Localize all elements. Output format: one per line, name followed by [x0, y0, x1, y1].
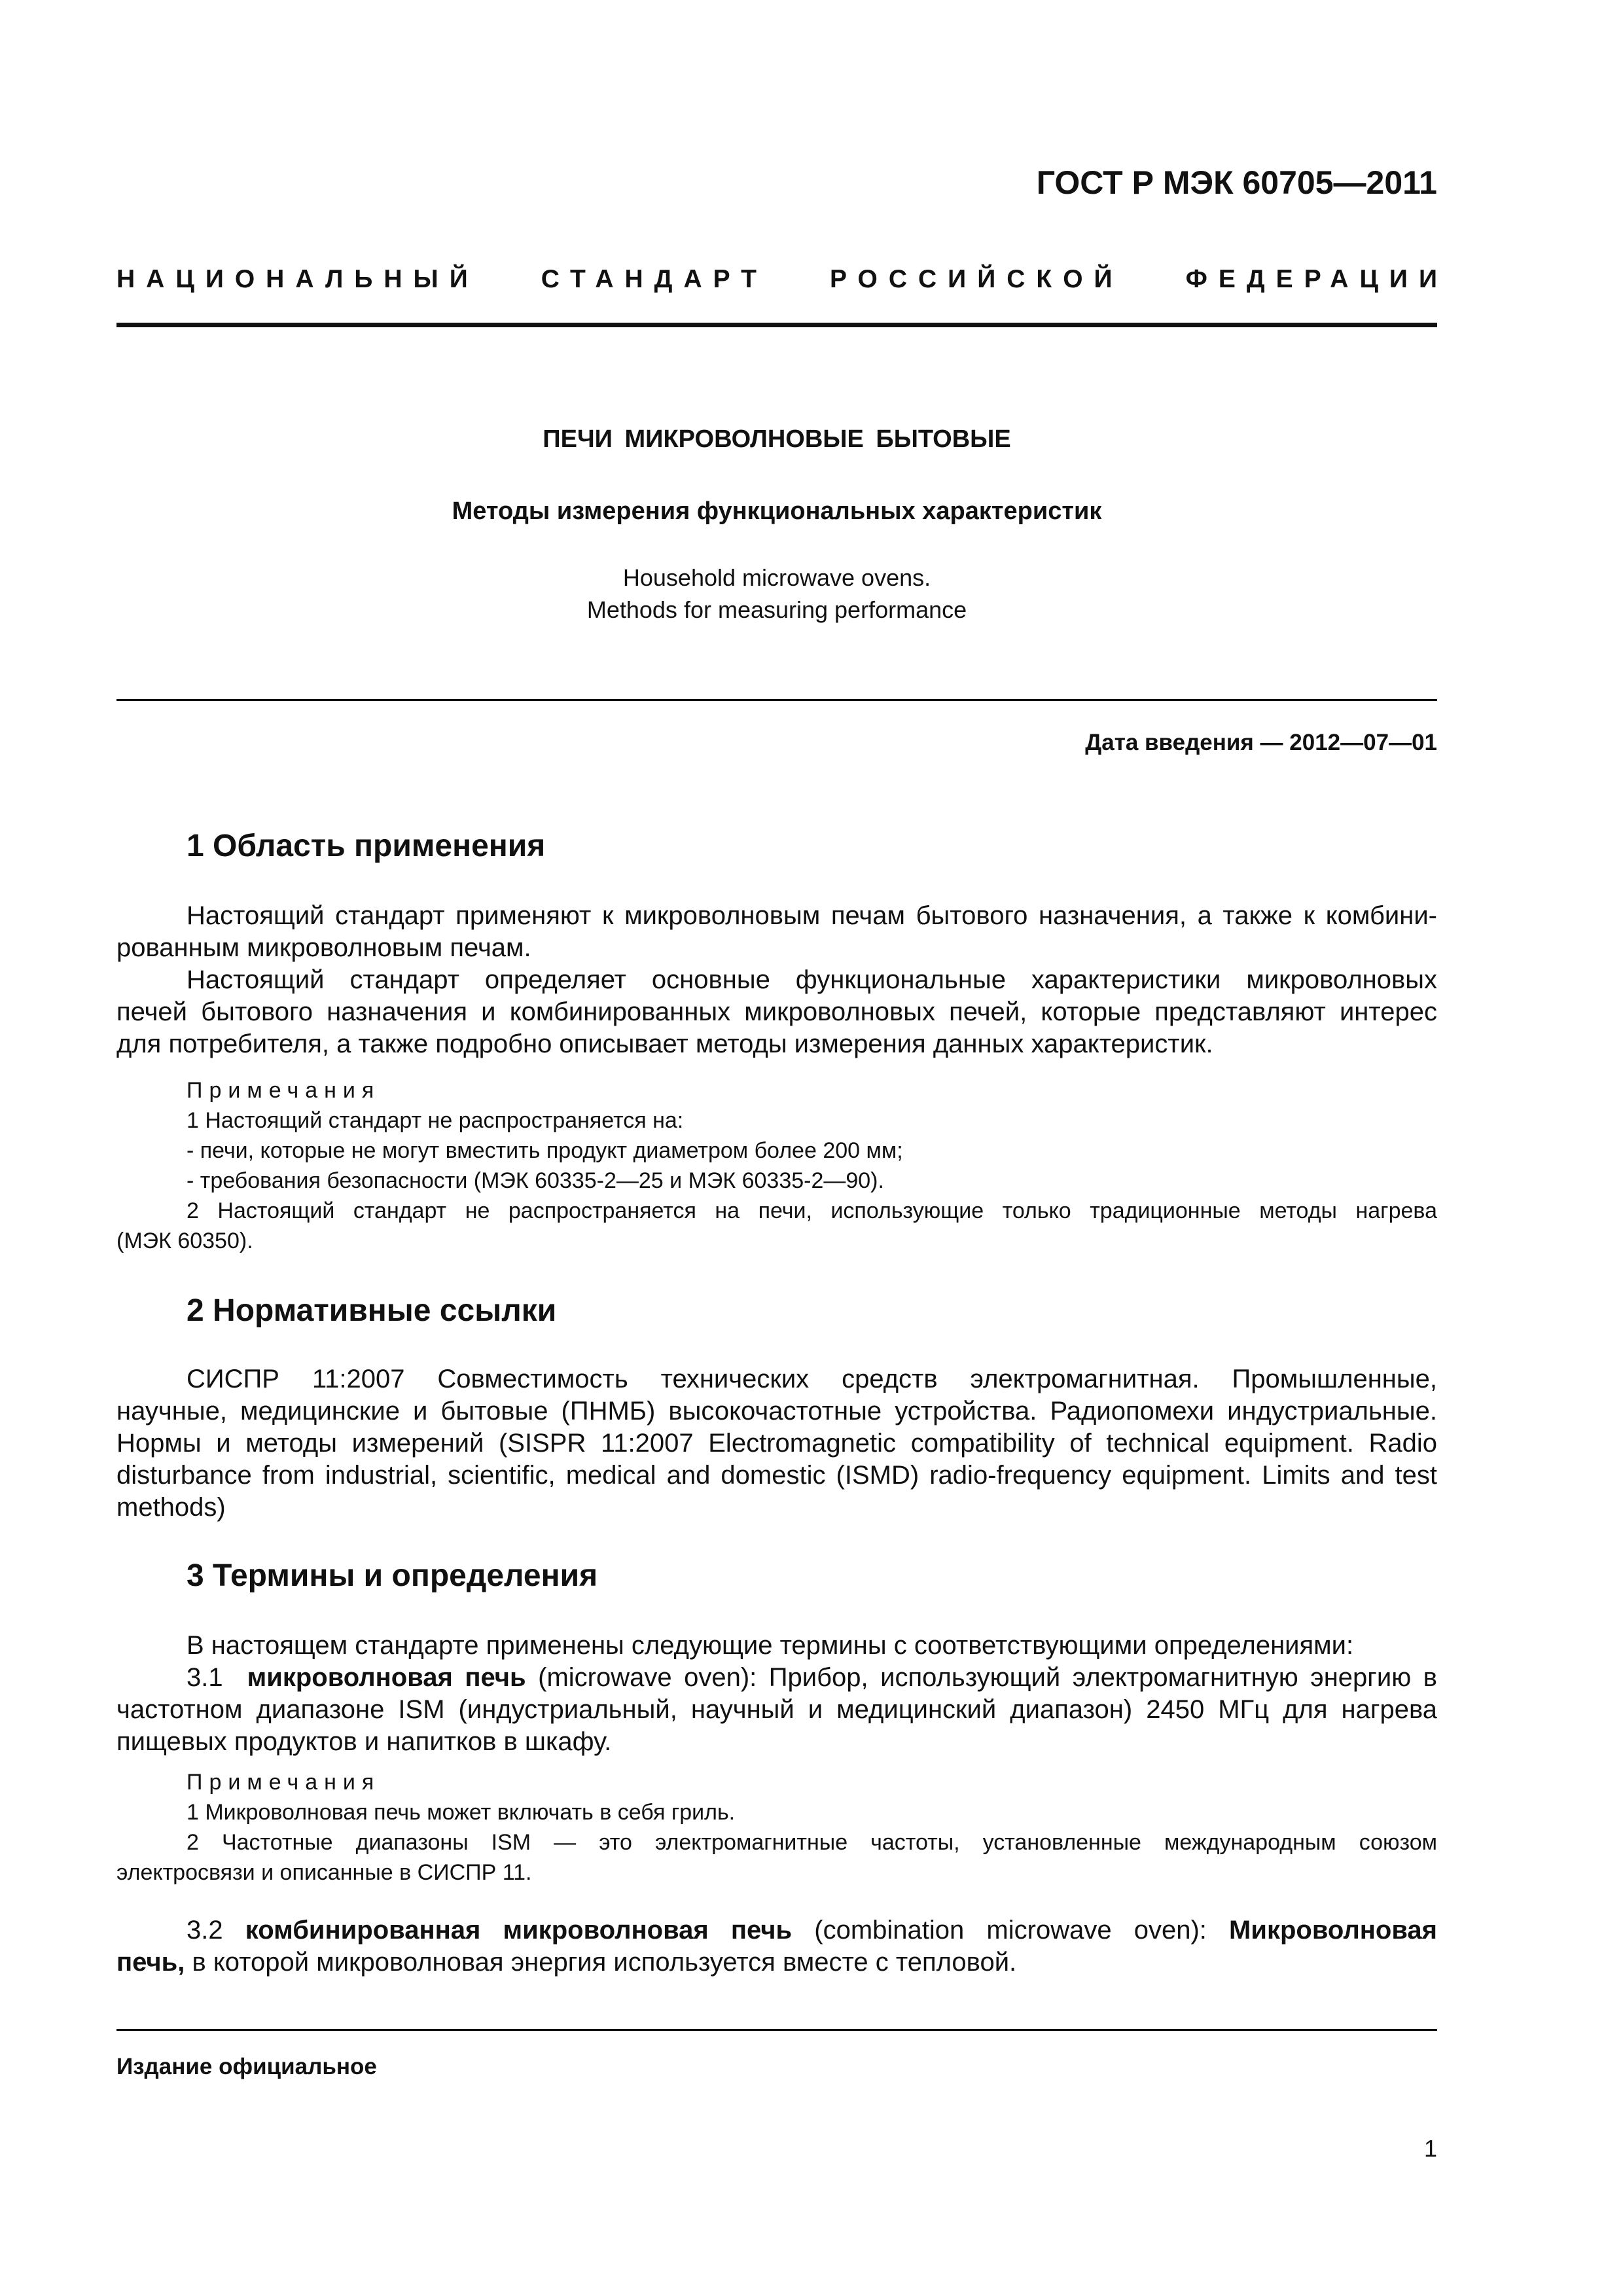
paragraph [116, 900, 1437, 1060]
note-line: 1 Микроволновая печь может включать в себя гриль. [187, 1800, 736, 1825]
section-heading: 2 Нормативные ссылки [187, 1293, 557, 1328]
english-title-line: Household microwave ovens. [622, 564, 931, 591]
term-definition: в которой микроволновая энергия используется вместе с тепловой. [185, 1948, 1017, 1977]
footer-rule [116, 2029, 1437, 2031]
note-line: (МЭК 60350). [116, 1229, 253, 1253]
term-definition: (microwave oven): Прибор, использующий электромагнитную энергию в [526, 1663, 1437, 1692]
text-line: methods) [116, 1493, 226, 1522]
text-line: disturbance from industrial, scientific, medical and domestic (ISMD) radio-frequency equipment. Limits and test [116, 1461, 1437, 1490]
text-line: рованным микроволновым печам. [116, 933, 531, 962]
paragraph [116, 1630, 1437, 1758]
standard-number: ГОСТ Р МЭК 60705—2011 [1036, 164, 1437, 201]
note-line: 1 Настоящий стандарт не распространяется на: [187, 1108, 684, 1133]
notes-block [116, 1767, 1437, 1888]
note-line: 2 Частотные диапазоны ISM — это электромагнитные частоты, установленные международным союзом [187, 1830, 1437, 1855]
term-name: комбинированная микроволновая печь [245, 1916, 793, 1945]
banner-word: НАЦИОНАЛЬНЫЙ [116, 265, 479, 293]
term-name: микроволновая печь [247, 1663, 526, 1692]
national-standard-banner [116, 265, 1448, 294]
term-definition-line [116, 1662, 1437, 1694]
notes-block [116, 1075, 1437, 1256]
text-line: В настоящем стандарте применены следующие термины с соответствующими определениями: [187, 1631, 1354, 1660]
text-line: Нормы и методы измерений (SISPR 11:2007 Electromagnetic compatibility of technical equipment. Radio [116, 1429, 1437, 1458]
section-heading: 1 Область применения [187, 829, 546, 863]
term-definition-bold: Микроволновая [1229, 1916, 1437, 1945]
note-line: - требования безопасности (МЭК 60335-2—25 и МЭК 60335-2—90). [187, 1168, 884, 1193]
edition-label: Издание официальное [116, 2054, 377, 2079]
banner-word: СТАНДАРТ [541, 265, 768, 293]
section-heading: 3 Термины и определения [187, 1558, 598, 1593]
introduction-date: Дата введения — 2012—07—01 [1085, 730, 1437, 755]
paragraph [116, 1914, 1437, 1979]
banner-word: РОССИЙСКОЙ [830, 265, 1124, 293]
text-line [116, 1946, 1437, 1979]
header-rule [116, 323, 1437, 327]
term-definition-line [116, 1914, 1437, 1946]
text-line: печей бытового назначения и комбинированных микроволновых печей, которые представляют интерес [116, 997, 1437, 1026]
text-line: Настоящий стандарт определяет основные функциональные характеристики микроволновых [187, 965, 1437, 994]
document-subtitle: Методы измерения функциональных характеристик [452, 497, 1102, 525]
note-line: - печи, которые не могут вместить продукт диаметром более 200 мм; [187, 1138, 903, 1163]
banner-word: ФЕДЕРАЦИИ [1185, 265, 1448, 293]
term-number: 3.1 [187, 1663, 223, 1692]
document-title: ПЕЧИ МИКРОВОЛНОВЫЕ БЫТОВЫЕ [543, 425, 1011, 453]
text-line: СИСПР 11:2007 Совместимость технических средств электромагнитная. Промышленные, [187, 1365, 1437, 1393]
notes-label: Примечания [187, 1770, 381, 1795]
text-line: пищевых продуктов и напитков в шкафу. [116, 1727, 612, 1756]
term-number: 3.2 [187, 1916, 223, 1945]
text-line: научные, медицинские и бытовые (ПНМБ) высокочастотные устройства. Радиопомехи индустриальные. [116, 1397, 1437, 1426]
english-title-line: Methods for measuring performance [586, 596, 967, 623]
note-line: 2 Настоящий стандарт не распространяется на печи, использующие только традиционные методы нагрева [187, 1198, 1437, 1223]
notes-label: Примечания [187, 1078, 381, 1103]
text-line: Настоящий стандарт применяют к микроволновым печам бытового назначения, а также к комбини- [187, 901, 1437, 930]
text-line: частотном диапазоне ISM (индустриальный, научный и медицинский диапазон) 2450 МГц для нагрева [116, 1695, 1437, 1724]
term-definition-bold: печь, [116, 1948, 185, 1977]
text-line: для потребителя, а также подробно описывает методы измерения данных характеристик. [116, 1030, 1213, 1058]
term-definition: (combination microwave oven): [792, 1916, 1230, 1945]
paragraph [116, 1363, 1437, 1524]
page-number: 1 [1423, 2135, 1437, 2162]
title-rule [116, 699, 1437, 701]
note-line: электросвязи и описанные в СИСПР 11. [116, 1860, 532, 1885]
